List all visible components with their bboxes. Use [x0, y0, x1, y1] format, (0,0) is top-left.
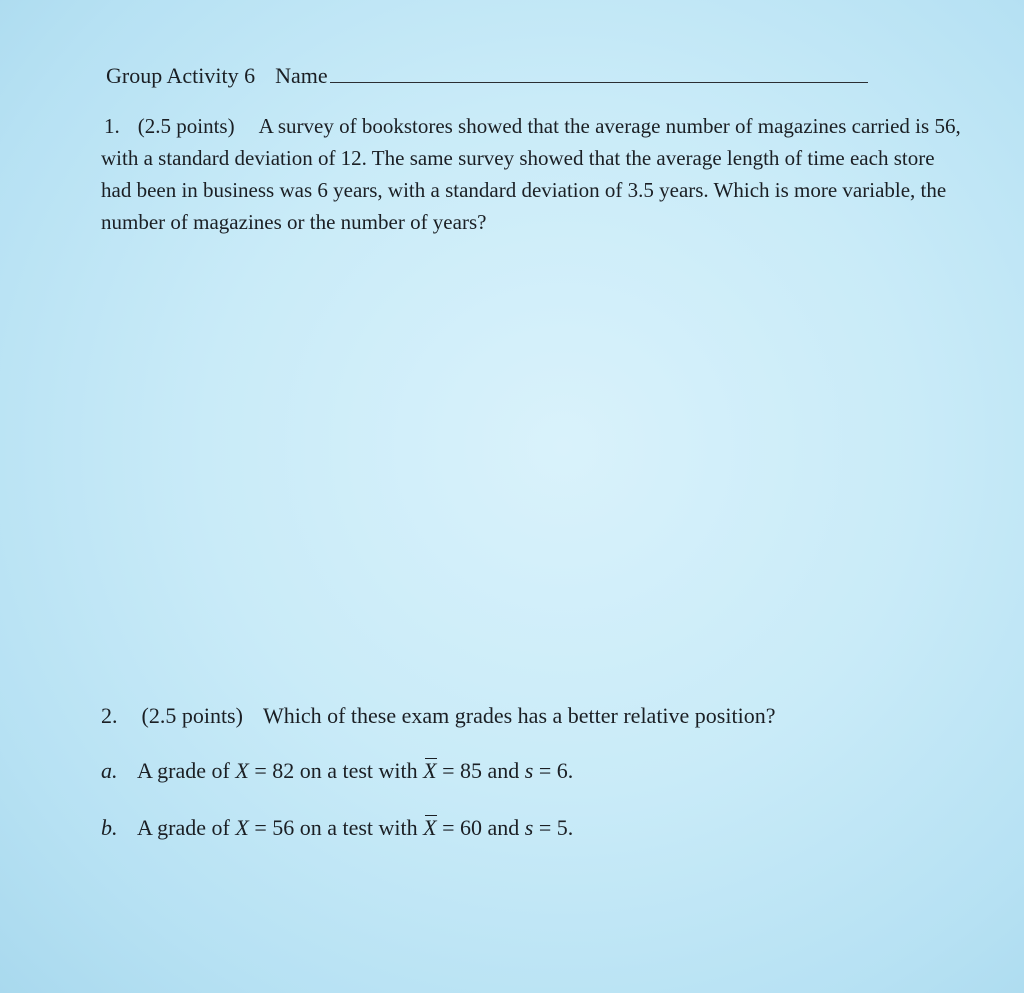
part-a-eq1: = 82 on a test with	[248, 758, 424, 783]
question-1-text: A survey of bookstores showed that the average number of magazines carried is 56, with a standard deviation of 12. The same survey showed that the average length of time each store had been in business was 6 years, with a standard deviation of 3.5 years. Which is more variable, the number of magazines or the number of years?	[101, 114, 961, 234]
question-1-number: 1.	[104, 114, 120, 138]
part-b-prefix: A grade of	[137, 815, 230, 840]
part-a-eq3: = 6.	[533, 758, 574, 783]
question-1-points: (2.5 points)	[137, 114, 235, 138]
question-2	[101, 703, 961, 729]
part-a-var-s: s	[524, 758, 534, 783]
question-1	[101, 110, 961, 238]
question-2-part-a	[101, 758, 573, 784]
name-label: Name	[275, 63, 328, 88]
question-2-number: 2.	[101, 703, 118, 728]
part-b-letter: b.	[101, 815, 118, 840]
part-a-eq2: = 85 and	[436, 758, 525, 783]
worksheet-header	[106, 58, 868, 89]
name-blank-line	[330, 58, 868, 83]
question-2-points: (2.5 points)	[141, 703, 243, 728]
part-a-letter: a.	[101, 758, 118, 783]
part-a-prefix: A grade of	[137, 758, 230, 783]
question-2-part-b	[101, 815, 573, 841]
part-b-var-x: X	[235, 815, 249, 840]
part-b-eq2: = 60 and	[436, 815, 525, 840]
part-a-var-x: X	[235, 758, 249, 783]
part-b-eq3: = 5.	[533, 815, 574, 840]
question-2-text: Which of these exam grades has a better relative position?	[262, 703, 776, 728]
activity-title: Group Activity 6	[106, 63, 256, 88]
part-b-var-s: s	[524, 815, 534, 840]
part-b-var-xbar: X	[423, 815, 437, 840]
part-b-eq1: = 56 on a test with	[248, 815, 424, 840]
part-a-var-xbar: X	[423, 758, 437, 783]
